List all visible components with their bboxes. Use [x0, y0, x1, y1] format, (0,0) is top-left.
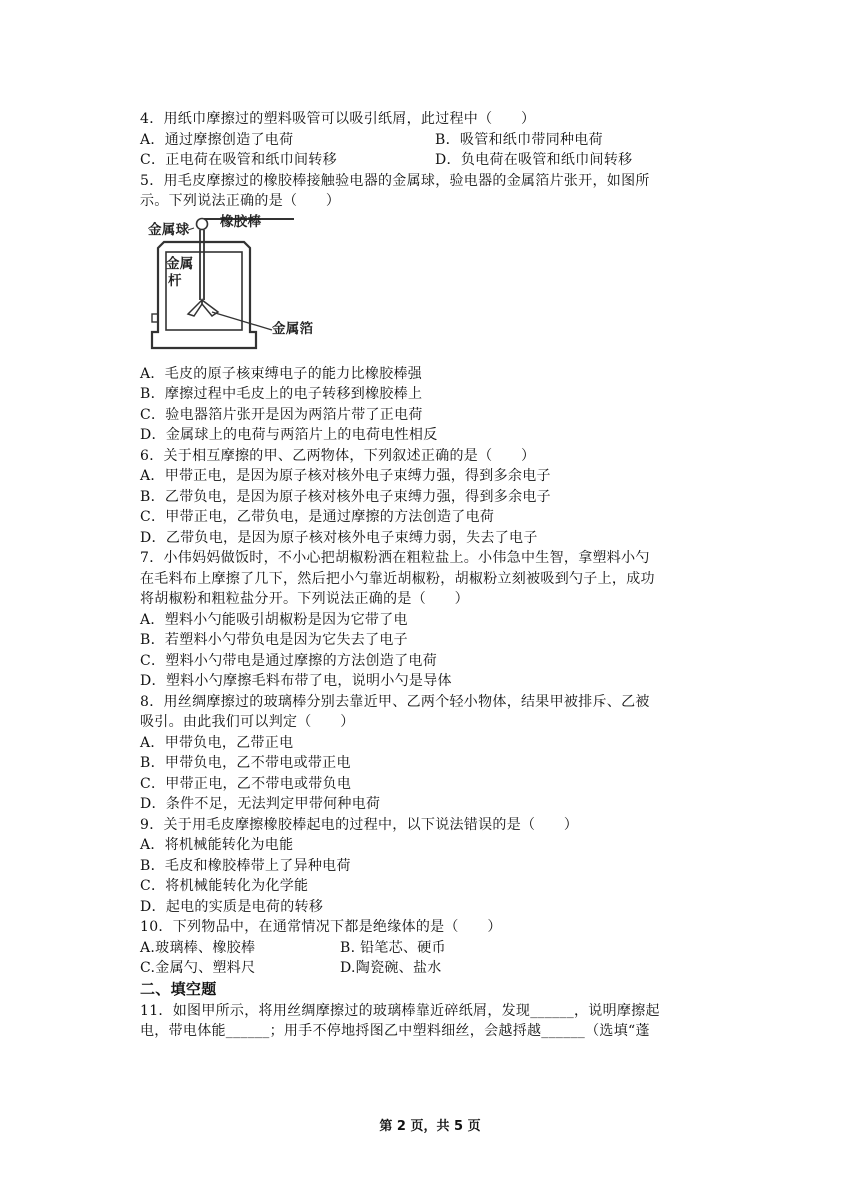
question-6 — [140, 446, 730, 549]
option-c: C．塑料小勺带电是通过摩擦的方法创造了电荷 — [140, 652, 438, 669]
question-11 — [140, 1001, 730, 1042]
section-heading: 二、填空题 — [140, 979, 217, 998]
question-10 — [140, 917, 730, 979]
label-metal-ball: 金属球 — [148, 221, 190, 238]
option-d: D．条件不足，无法判定甲带何种电荷 — [140, 796, 381, 812]
option-c: C．将机械能转化为化学能 — [140, 878, 309, 894]
option-d: D．金属球上的电荷与两箔片上的电荷电性相反 — [140, 427, 438, 443]
question-stem-continued: 在毛料布上摩擦了几下，然后把小勺靠近胡椒粉，胡椒粉立刻被吸到勺子上，成功 — [140, 570, 655, 587]
option-row — [140, 938, 730, 959]
question-stem-continued: 将胡椒粉和粗粒盐分开。下列说法正确的是（ ） — [140, 591, 469, 607]
option-d: D．起电的实质是电荷的转移 — [140, 898, 324, 915]
label-rubber-rod: 橡胶棒 — [220, 213, 262, 230]
option-d: D.陶瓷碗、盐水 — [340, 960, 442, 976]
option-a: A．塑料小勺能吸引胡椒粉是因为它带了电 — [140, 611, 408, 628]
electroscope-figure — [144, 214, 344, 364]
question-9 — [140, 815, 730, 918]
option-a: A．毛皮的原子核束缚电子的能力比橡胶棒强 — [140, 365, 423, 382]
option-b: B．乙带负电，是因为原子核对核外电子束缚力强，得到多余电子 — [140, 488, 551, 505]
question-stem: 7．小伟妈妈做饭时，不小心把胡椒粉洒在粗粒盐上。小伟急中生智，拿塑料小勺 — [140, 550, 650, 566]
option-b: B．毛皮和橡胶棒带上了异种电荷 — [140, 857, 351, 874]
option-b: B．若塑料小勺带负电是因为它失去了电子 — [140, 632, 408, 648]
question-8 — [140, 692, 730, 815]
option-a: A．甲带正电，是因为原子核对核外电子束缚力强，得到多余电子 — [140, 468, 551, 484]
option-a: A．甲带负电，乙带正电 — [140, 734, 294, 751]
label-metal-stem: 金属 — [166, 255, 194, 272]
question-stem-continued: 电，带电体能______；用手不停地捋图乙中塑料细丝，会越捋越______（选填“蓬 — [140, 1023, 650, 1039]
question-4 — [140, 109, 730, 171]
option-a: A．将机械能转化为电能 — [140, 837, 294, 853]
option-row — [140, 150, 730, 171]
page-content — [140, 109, 730, 1042]
option-d: D．乙带负电，是因为原子核对核外电子束缚力弱，失去了电子 — [140, 529, 538, 546]
option-b: B. 铅笔芯、硬币 — [340, 939, 446, 956]
option-d: D．塑料小勺摩擦毛料布带了电，说明小勺是导体 — [140, 673, 452, 689]
option-a: A.玻璃棒、橡胶棒 — [140, 939, 256, 956]
question-stem: 4．用纸巾摩擦过的塑料吸管可以吸引纸屑，此过程中（ ） — [140, 111, 536, 127]
question-stem: 5．用毛皮摩擦过的橡胶棒接触验电器的金属球，验电器的金属箔片张开，如图所 — [140, 172, 650, 189]
question-stem: 9．关于用毛皮摩擦橡胶棒起电的过程中，以下说法错误的是（ ） — [140, 816, 579, 833]
option-row — [140, 958, 730, 979]
option-c: C．正电荷在吸管和纸巾间转移 — [140, 152, 337, 168]
question-stem: 11．如图甲所示，将用丝绸摩擦过的玻璃棒靠近碎纸屑，发现______，说明摩擦起 — [140, 1002, 660, 1019]
question-5 — [140, 171, 730, 446]
page-number-footer: 第 2 页，共 5 页 — [379, 1119, 481, 1134]
question-stem: 8．用丝绸摩擦过的玻璃棒分别去靠近甲、乙两个轻小物体，结果甲被排斥、乙被 — [140, 693, 650, 710]
option-b: B．甲带负电，乙不带电或带正电 — [140, 755, 351, 771]
question-7 — [140, 548, 730, 692]
option-c: C．甲带正电，乙不带电或带负电 — [140, 775, 352, 792]
option-c: C．验电器箔片张开是因为两箔片带了正电荷 — [140, 406, 423, 423]
question-stem: 10．下列物品中，在通常情况下都是绝缘体的是（ ） — [140, 919, 502, 935]
question-stem-continued: 示。下列说法正确的是（ ） — [140, 193, 341, 209]
option-d: D．负电荷在吸管和纸巾间转移 — [435, 152, 633, 168]
label-metal-foil: 金属箔 — [272, 320, 314, 337]
question-stem-continued: 吸引。由此我们可以判定（ ） — [140, 714, 355, 730]
option-c: C．甲带正电，乙带负电，是通过摩擦的方法创造了电荷 — [140, 509, 495, 525]
label-metal-stem-2: 杆 — [168, 272, 182, 289]
option-b: B．摩擦过程中毛皮上的电子转移到橡胶棒上 — [140, 386, 423, 402]
option-c: C.金属勺、塑料尺 — [140, 960, 256, 976]
question-stem: 6．关于相互摩擦的甲、乙两物体，下列叙述正确的是（ ） — [140, 447, 536, 464]
option-a: A．通过摩擦创造了电荷 — [140, 131, 294, 148]
option-b: B．吸管和纸巾带同种电荷 — [435, 131, 603, 148]
option-row — [140, 130, 730, 151]
